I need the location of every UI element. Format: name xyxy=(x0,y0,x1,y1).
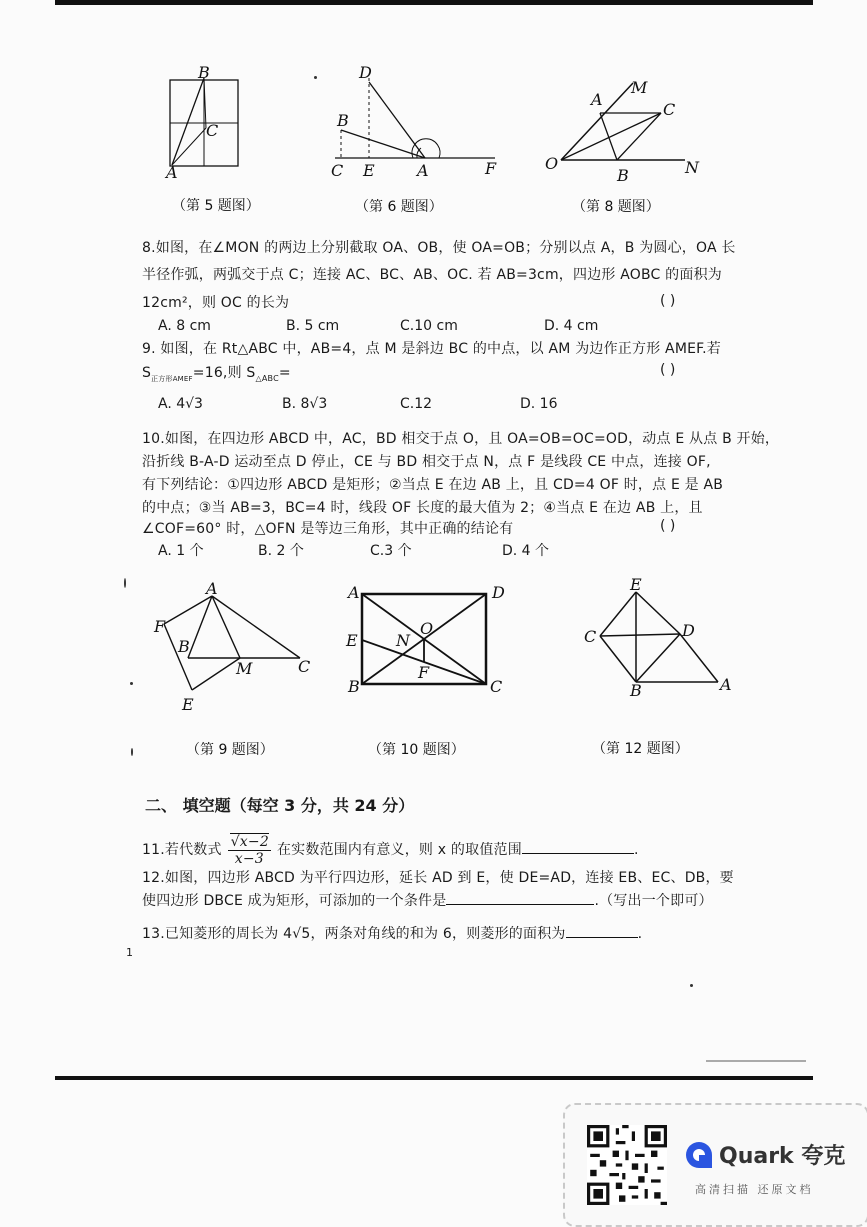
q12-line2 xyxy=(142,889,713,913)
q13-line xyxy=(142,922,642,946)
q8-line3: 12cm²，则 OC 的长为 xyxy=(142,295,290,311)
q9-s: S xyxy=(142,365,152,381)
q9-options xyxy=(158,396,578,416)
figure-10 xyxy=(340,580,510,709)
label-A: A xyxy=(166,163,178,182)
scan-speck xyxy=(314,76,317,79)
label-C: C xyxy=(331,161,344,180)
label-D: D xyxy=(359,63,372,82)
label-B: B xyxy=(198,63,210,82)
figure-9-diagram xyxy=(150,579,320,717)
q12-prefix: 使四边形 DBCE 成为矩形，可添加的一个条件是 xyxy=(142,893,447,909)
label-B: B xyxy=(348,677,360,696)
q9-mid: =16,则 S xyxy=(192,365,256,381)
watermark-brand xyxy=(685,1139,845,1170)
q9-line2 xyxy=(142,361,291,391)
q10-option-d: D. 4 个 xyxy=(502,543,550,559)
figure-12-caption: （第 12 题图） xyxy=(592,741,689,757)
watermark-brand-text: Quark 夸克 xyxy=(719,1144,846,1169)
scan-speck xyxy=(130,682,133,685)
section-2-heading: 二、 填空题（每空 3 分，共 24 分） xyxy=(145,796,415,815)
label-B: B xyxy=(178,637,190,656)
q8-answer-paren: ( ) xyxy=(660,293,676,309)
q12-line1: 12.如图，四边形 ABCD 为平行四边形，延长 AD 到 E，使 DE=AD，连接 EB、EC、DB，要 xyxy=(142,870,734,886)
figure-10-caption: （第 10 题图） xyxy=(368,742,465,758)
q10-line2: 沿折线 B-A-D 运动至点 D 停止，CE 与 BD 相交于点 N，点 F 是线段 CE 中点，连接 OF, xyxy=(142,454,711,470)
qr-code-icon xyxy=(587,1125,667,1205)
scan-speck xyxy=(124,578,126,588)
label-F: F xyxy=(485,159,497,178)
q10-option-c: C.3 个 xyxy=(370,543,412,559)
q8-option-c: C.10 cm xyxy=(400,318,458,334)
watermark-subtitle: 高清扫描 还原文档 xyxy=(695,1183,814,1196)
q9-option-b: B. 8√3 xyxy=(282,396,328,412)
label-E: E xyxy=(363,161,375,180)
label-C: C xyxy=(584,627,597,646)
q11-end: . xyxy=(633,842,639,858)
label-N: N xyxy=(396,631,410,650)
figure-6 xyxy=(325,62,505,186)
label-M: M xyxy=(236,659,253,678)
figure-6-diagram xyxy=(325,62,505,182)
quark-logo-icon xyxy=(685,1141,713,1169)
q11-fraction xyxy=(228,834,271,867)
q11-answer-blank[interactable] xyxy=(522,839,634,854)
scan-speck xyxy=(706,1060,806,1062)
q11-line xyxy=(142,832,639,868)
q8-option-b: B. 5 cm xyxy=(286,318,340,334)
q8-line1: 8.如图，在∠MON 的两边上分别截取 OA、OB，使 OA=OB；分别以点 A，B 为圆心，OA 长 xyxy=(142,240,736,256)
label-B: B xyxy=(630,681,642,700)
label-F: F xyxy=(154,617,166,636)
label-D: D xyxy=(682,621,695,640)
label-C: C xyxy=(206,121,219,140)
q12-answer-blank[interactable] xyxy=(446,890,594,905)
figure-5 xyxy=(160,63,250,187)
label-E: E xyxy=(630,575,642,594)
figure-5-diagram xyxy=(160,63,250,183)
label-E: E xyxy=(182,695,194,714)
figure-8 xyxy=(545,75,705,189)
label-B: B xyxy=(337,111,349,130)
q11-denominator: x−3 xyxy=(234,850,264,867)
q9-option-c: C.12 xyxy=(400,396,433,412)
figure-5-caption: （第 5 题图） xyxy=(172,198,260,214)
label-N: N xyxy=(685,158,699,177)
q8-line2: 半径作弧，两弧交于点 C；连接 AC、BC、AB、OC. 若 AB=3cm，四边形 AOBC 的面积为 xyxy=(142,267,722,283)
label-A: A xyxy=(417,161,429,180)
label-D: D xyxy=(492,583,505,602)
q11-numerator: √x−2 xyxy=(228,834,271,851)
q13-answer-blank[interactable] xyxy=(566,923,638,938)
q9-option-a: A. 4√3 xyxy=(158,396,203,412)
q9-answer-paren: ( ) xyxy=(660,362,676,378)
q11-prefix: 11.若代数式 xyxy=(142,842,222,858)
figure-9 xyxy=(150,579,320,721)
label-A: A xyxy=(348,583,360,602)
label-O: O xyxy=(420,619,434,638)
q10-line1: 10.如图，在四边形 ABCD 中，AC，BD 相交于点 O，且 OA=OB=OC=OD，动点 E 从点 B 开始， xyxy=(142,431,780,447)
label-A: A xyxy=(591,90,603,109)
figure-9-caption: （第 9 题图） xyxy=(186,742,274,758)
label-F: F xyxy=(418,663,430,682)
q10-options xyxy=(158,540,578,560)
label-O: O xyxy=(545,154,559,173)
scan-speck xyxy=(131,748,133,756)
label-M: M xyxy=(631,78,648,97)
scanner-watermark xyxy=(563,1103,867,1227)
q10-line4: 的中点；③当 AB=3，BC=4 时，线段 OF 长度的最大值为 2；④当点 E 在边 AB 上，且 xyxy=(142,500,703,516)
q10-option-b: B. 2 个 xyxy=(258,543,304,559)
figure-8-diagram xyxy=(545,75,705,185)
q8-option-d: D. 4 cm xyxy=(544,318,599,334)
label-A: A xyxy=(206,579,218,598)
label-C: C xyxy=(490,677,503,696)
figure-12-diagram xyxy=(578,576,738,701)
q10-answer-paren: ( ) xyxy=(660,518,676,534)
q12-suffix: .（写出一个即可） xyxy=(594,893,713,909)
q13-end: . xyxy=(637,926,643,942)
q9-sub-triangle: △ABC xyxy=(255,373,279,383)
q10-option-a: A. 1 个 xyxy=(158,543,204,559)
top-rule xyxy=(55,0,813,5)
bottom-rule xyxy=(55,1076,813,1080)
q10-line5: ∠COF=60° 时，△OFN 是等边三角形，其中正确的结论有 xyxy=(142,521,514,537)
label-E: E xyxy=(346,631,358,650)
q8-option-a: A. 8 cm xyxy=(158,318,211,334)
figure-6-caption: （第 6 题图） xyxy=(355,199,443,215)
q9-sub-square: 正方形AMEF xyxy=(151,374,193,383)
q13-prefix: 13.已知菱形的周长为 4√5，两条对角线的和为 6，则菱形的面积为 xyxy=(142,926,566,942)
label-B: B xyxy=(617,166,629,185)
q9-eq: = xyxy=(278,365,291,381)
label-A: A xyxy=(720,675,732,694)
label-C: C xyxy=(663,100,676,119)
q11-suffix: 在实数范围内有意义，则 x 的取值范围 xyxy=(276,842,522,858)
q9-line1: 9. 如图，在 Rt△ABC 中，AB=4，点 M 是斜边 BC 的中点，以 AM 为边作正方形 AMEF.若 xyxy=(142,341,721,357)
figure-12 xyxy=(578,576,738,705)
q8-options xyxy=(158,318,658,338)
page-number: 1 xyxy=(126,946,133,959)
figure-8-caption: （第 8 题图） xyxy=(572,199,660,215)
scan-speck xyxy=(690,984,693,987)
q10-line3: 有下列结论：①四边形 ABCD 是矩形；②当点 E 在边 AB 上，且 CD=4 OF 时，点 E 是 AB xyxy=(142,477,724,493)
label-C: C xyxy=(298,657,311,676)
q9-option-d: D. 16 xyxy=(520,396,558,412)
figure-10-diagram xyxy=(340,580,510,705)
